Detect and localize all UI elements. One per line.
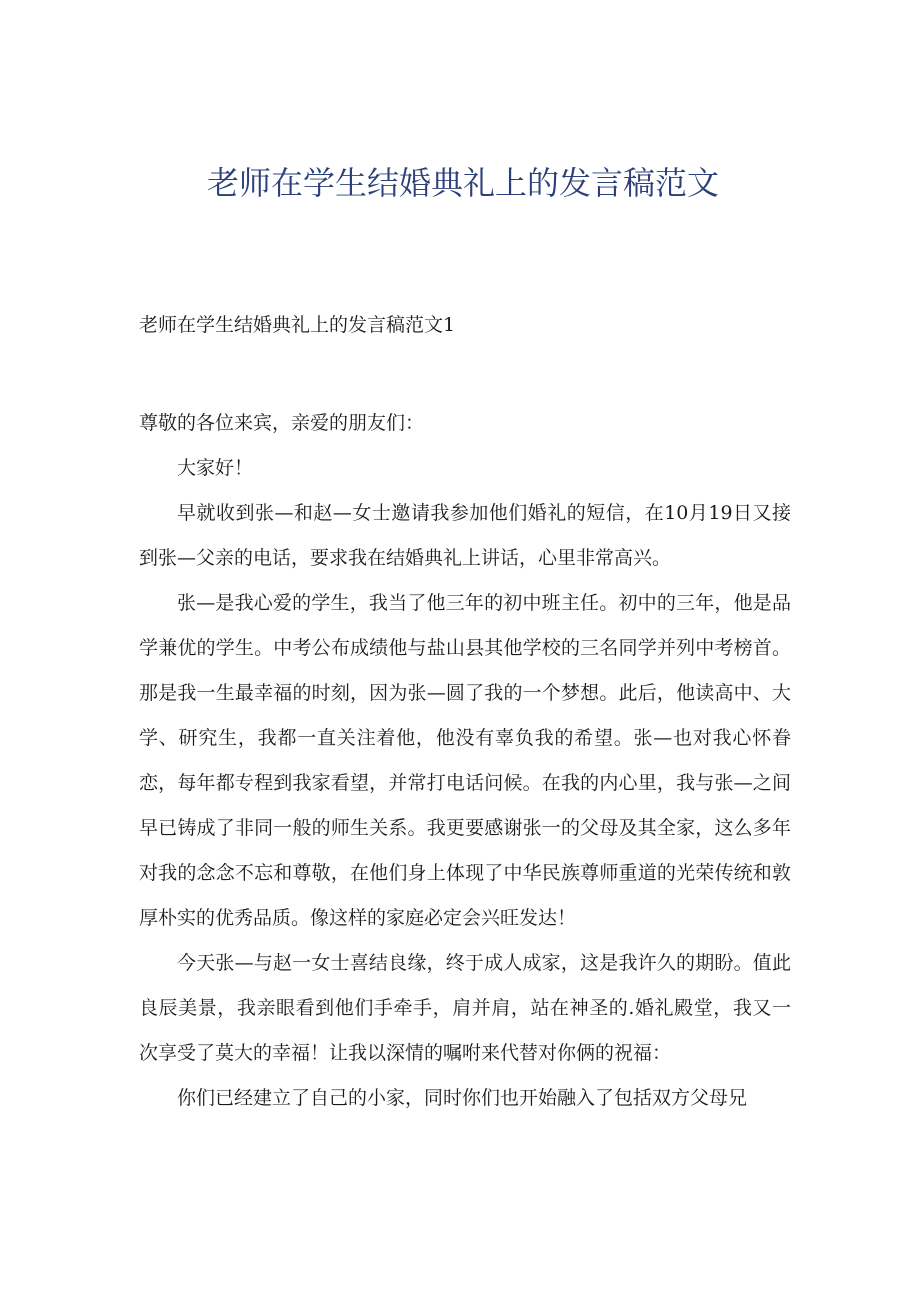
document-title: 老师在学生结婚典礼上的发言稿范文 — [206, 164, 719, 202]
body-paragraph: 早就收到张—和赵—女士邀请我参加他们婚礼的短信，在10月19日又接到张—父亲的电话，要求我在结婚典礼上讲话，心里非常高兴。 — [139, 502, 791, 569]
salutation-paragraph: 尊敬的各位来宾，亲爱的朋友们： — [139, 412, 425, 434]
body-paragraph-truncated: 你们已经建立了自己的小家，同时你们也开始融入了包括双方父母兄 — [177, 1087, 748, 1109]
body-paragraph: 今天张—与赵一女士喜结良缘，终于成人成家，这是我许久的期盼。值此良辰美景，我亲眼看到他们手牵手，肩并肩，站在神圣的.婚礼殿堂，我又一次享受了莫大的幸福！让我以深情的嘱咐来代替对你俩的祝福： — [139, 952, 791, 1064]
greeting-paragraph: 大家好！ — [177, 457, 254, 479]
section-heading: 老师在学生结婚典礼上的发言稿范文1 — [139, 314, 456, 336]
body-paragraph: 张—是我心爱的学生，我当了他三年的初中班主任。初中的三年，他是品学兼优的学生。中考公布成绩他与盐山县其他学校的三名同学并列中考榜首。那是我一生最幸福的时刻，因为张—圆了我的一个梦想。此后，他读高中、大学、研究生，我都一直关注着他，他没有辜负我的希望。张—也对我心怀眷恋，每年都专程到我家看望，并常打电话问候。在我的内心里，我与张—之间早已铸成了非同一般的师生关系。我更要感谢张一的父母及其全家，这么多年对我的念念不忘和尊敬，在他们身上体现了中华民族尊师重道的光荣传统和敦厚朴实的优秀品质。像这样的家庭必定会兴旺发达！ — [139, 592, 791, 929]
document-body — [139, 401, 791, 1121]
